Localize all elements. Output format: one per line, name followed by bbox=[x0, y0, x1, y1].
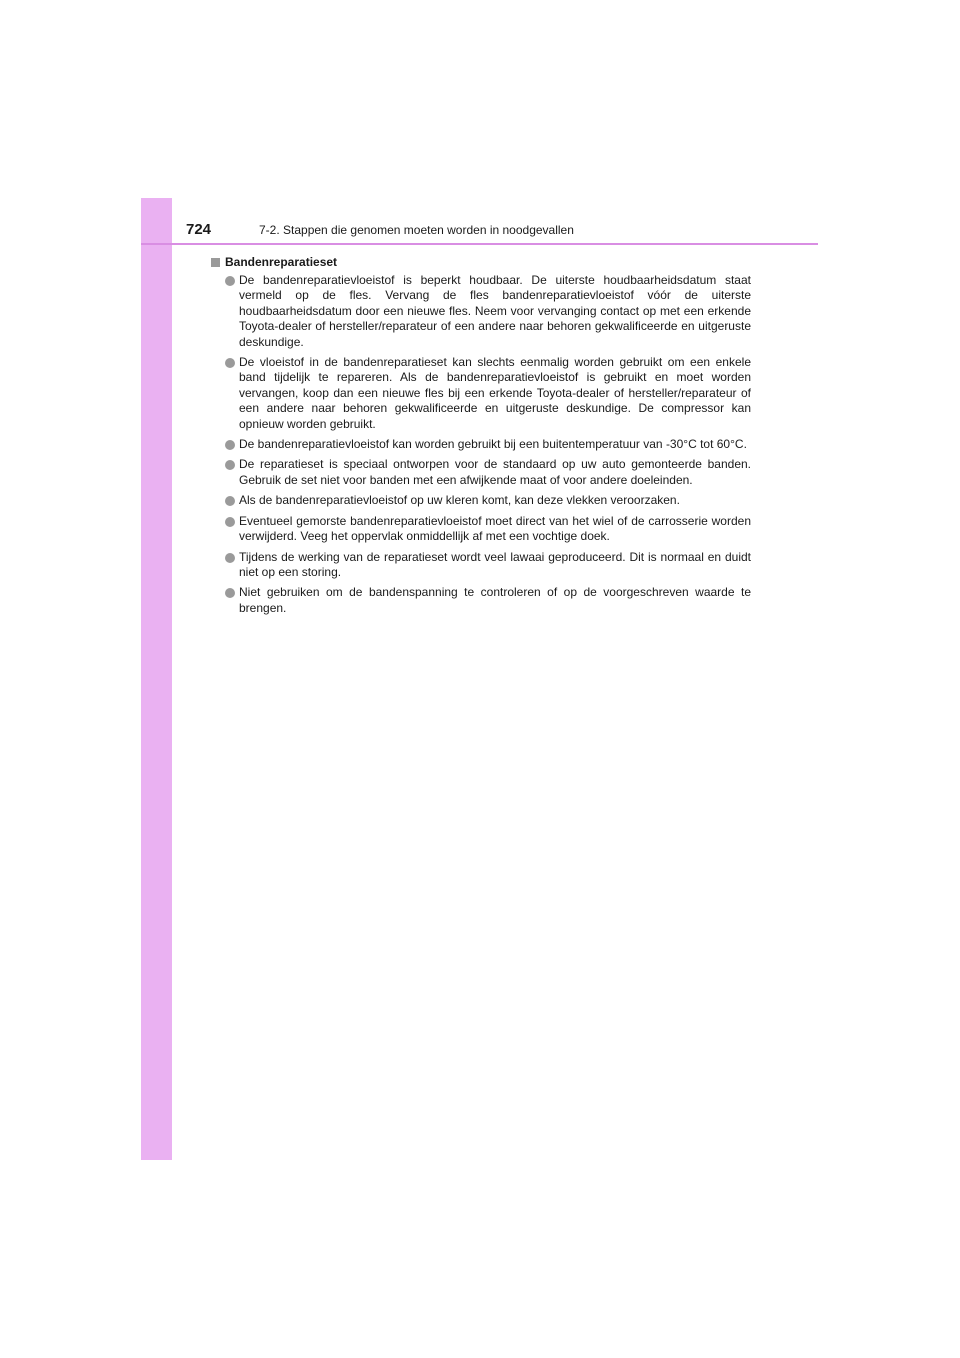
section-title: 7-2. Stappen die genomen moeten worden in noodgevallen bbox=[259, 223, 574, 237]
list-item bbox=[211, 493, 751, 508]
list-item bbox=[211, 437, 751, 452]
round-bullet-icon bbox=[225, 517, 235, 527]
round-bullet-icon bbox=[225, 553, 235, 563]
round-bullet-icon bbox=[225, 440, 235, 450]
list-item bbox=[211, 273, 751, 350]
round-bullet-icon bbox=[225, 358, 235, 368]
side-color-band bbox=[141, 198, 172, 1160]
list-item-text: De bandenreparatievloeistof is beperkt houdbaar. De uiterste houdbaarheidsdatum staat vermeld op de fles. Vervang de fles bandenreparatievloeistof vóór de uiterste houdbaarheidsdatum door een nieuwe fles. Neem voor vervanging contact op met een erkende Toyota-dealer of hersteller/reparateur of een andere naar behoren gekwalificeerde en uitgeruste deskundige. bbox=[239, 273, 751, 349]
list-item bbox=[211, 457, 751, 488]
list-item-text: De reparatieset is speciaal ontworpen voor de standaard op uw auto gemonteerde banden. Gebruik de set niet voor banden met een afwijkende maat of voor andere doeleinden. bbox=[239, 457, 751, 487]
list-item-text: De bandenreparatievloeistof kan worden gebruikt bij een buitentemperatuur van -30°C tot 60°C. bbox=[239, 437, 747, 452]
list-item bbox=[211, 550, 751, 581]
round-bullet-icon bbox=[225, 276, 235, 286]
list-item-text: Eventueel gemorste bandenreparatievloeistof moet direct van het wiel of de carrosserie worden verwijderd. Veeg het oppervlak onmiddellijk af met een vochtige doek. bbox=[239, 513, 751, 544]
round-bullet-icon bbox=[225, 496, 235, 506]
square-bullet-icon bbox=[211, 258, 220, 267]
list-item-text: Tijdens de werking van de reparatieset wordt veel lawaai geproduceerd. Dit is normaal en duidt niet op een storing. bbox=[239, 549, 751, 579]
list-item-text: Als de bandenreparatievloeistof op uw kleren komt, kan deze vlekken veroorzaken. bbox=[239, 493, 680, 508]
list-item-text: De vloeistof in de bandenreparatieset kan slechts eenmalig worden gebruikt om een enkele band tijdelijk te repareren. Als de bandenreparatievloeistof is gebruikt en moet worden vervangen, koop dan een nieuwe fles bij een erkende Toyota-dealer of hersteller/reparateur of een andere naar behoren gekwalificeerde en uitgeruste deskundige. De compressor kan opnieuw worden gebruikt. bbox=[239, 355, 751, 431]
content-area bbox=[211, 255, 751, 621]
round-bullet-icon bbox=[225, 460, 235, 470]
list-item bbox=[211, 514, 751, 545]
page-number: 724 bbox=[186, 221, 212, 238]
list-item bbox=[211, 355, 751, 432]
header-divider bbox=[141, 243, 818, 245]
round-bullet-icon bbox=[225, 588, 235, 598]
list-item-text: Niet gebruiken om de bandenspanning te controleren of op de voorgeschreven waarde te brengen. bbox=[239, 585, 751, 615]
list-item bbox=[211, 585, 751, 616]
subsection-heading bbox=[211, 255, 751, 270]
subsection-heading-text: Bandenreparatieset bbox=[225, 255, 338, 269]
